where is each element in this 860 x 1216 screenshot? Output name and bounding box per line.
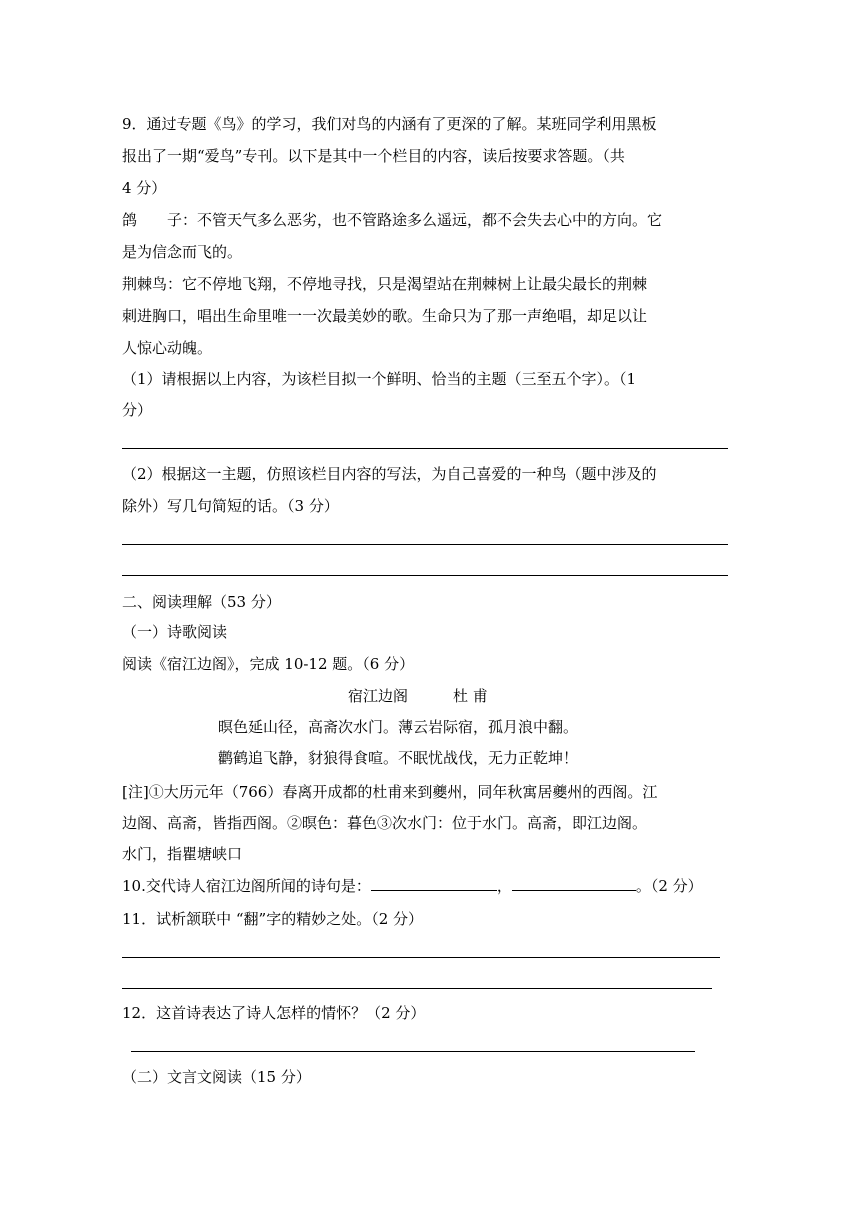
answer-line-q9-2b[interactable] bbox=[122, 575, 728, 576]
q10-comma: ， bbox=[496, 877, 512, 895]
poem-title: 宿江边阁 杜 甫 bbox=[348, 687, 488, 705]
answer-line-q12[interactable] bbox=[131, 1051, 695, 1052]
poem-line-2: 鹳鹤追飞静，豺狼得食喧。不眠忧战伐，无力正乾坤！ bbox=[218, 749, 579, 767]
thornbird-line-1: 荆棘鸟：它不停地飞翔，不停地寻找，只是渴望站在荆棘树上让最尖最长的荆棘 bbox=[122, 275, 648, 293]
poem-line-1: 暝色延山径，高斋次水门。薄云岩际宿，孤月浪中翻。 bbox=[218, 718, 579, 736]
pigeon-line-1: 鸽 子：不管天气多么恶劣，也不管路途多么遥远，都不会失去心中的方向。它 bbox=[122, 211, 663, 229]
answer-line-q9-1[interactable] bbox=[122, 448, 728, 449]
notes-line-3: 水门，指瞿塘峡口 bbox=[122, 845, 243, 863]
q10-prompt: 10.交代诗人宿江边阁所闻的诗句是： bbox=[122, 877, 371, 895]
answer-line-q11-a[interactable] bbox=[122, 957, 720, 958]
thornbird-line-2: 刺进胸口，唱出生命里唯一一次最美妙的歌。生命只为了那一声绝唱，却足以让 bbox=[122, 307, 648, 325]
q10-blank-1[interactable] bbox=[371, 876, 497, 891]
pigeon-line-2: 是为信念而飞的。 bbox=[122, 243, 243, 261]
question-11: 11．试析颔联中 “翻”字的精妙之处。（2 分） bbox=[122, 910, 424, 928]
q9-part1-line-1: （1）请根据以上内容，为该栏目拟一个鲜明、恰当的主题（三至五个字）。（1 bbox=[122, 370, 637, 388]
answer-line-q9-2a[interactable] bbox=[122, 544, 728, 545]
q9-part2-line-1: （2）根据这一主题，仿照该栏目内容的写法，为自己喜爱的一种鸟（题中涉及的 bbox=[122, 465, 657, 483]
notes-line-2: 边阁、高斋，皆指西阁。②暝色：暮色③次水门：位于水门。高斋，即江边阁。 bbox=[122, 814, 648, 832]
q9-intro-line-3: 4 分） bbox=[122, 179, 167, 197]
answer-line-q11-b[interactable] bbox=[122, 988, 712, 989]
subsection-poetry: （一）诗歌阅读 bbox=[122, 623, 228, 641]
subsection-classical: （二）文言文阅读（15 分） bbox=[122, 1068, 311, 1086]
q10-score: 。（2 分） bbox=[635, 877, 703, 895]
q9-part2-line-2: 除外）写几句简短的话。（3 分） bbox=[122, 497, 339, 515]
thornbird-line-3: 人惊心动魄。 bbox=[122, 339, 213, 357]
q9-part1-line-2: 分） bbox=[122, 401, 153, 419]
reading-instruction: 阅读《宿江边阁》，完成 10-12 题。（6 分） bbox=[122, 655, 415, 673]
q9-intro-line-1: 9．通过专题《鸟》的学习，我们对鸟的内涵有了更深的了解。某班同学利用黑板 bbox=[122, 115, 657, 133]
question-10 bbox=[122, 876, 703, 896]
q10-blank-2[interactable] bbox=[512, 876, 636, 891]
q9-intro-line-2: 报出了一期“爱鸟”专刊。以下是其中一个栏目的内容，读后按要求答题。（共 bbox=[122, 147, 625, 165]
question-12: 12．这首诗表达了诗人怎样的情怀？（2 分） bbox=[122, 1004, 426, 1022]
notes-line-1: [注]①大历元年（766）春离开成都的杜甫来到夔州，同年秋寓居夔州的西阁。江 bbox=[122, 783, 658, 801]
section-heading: 二、阅读理解（53 分） bbox=[122, 593, 281, 611]
